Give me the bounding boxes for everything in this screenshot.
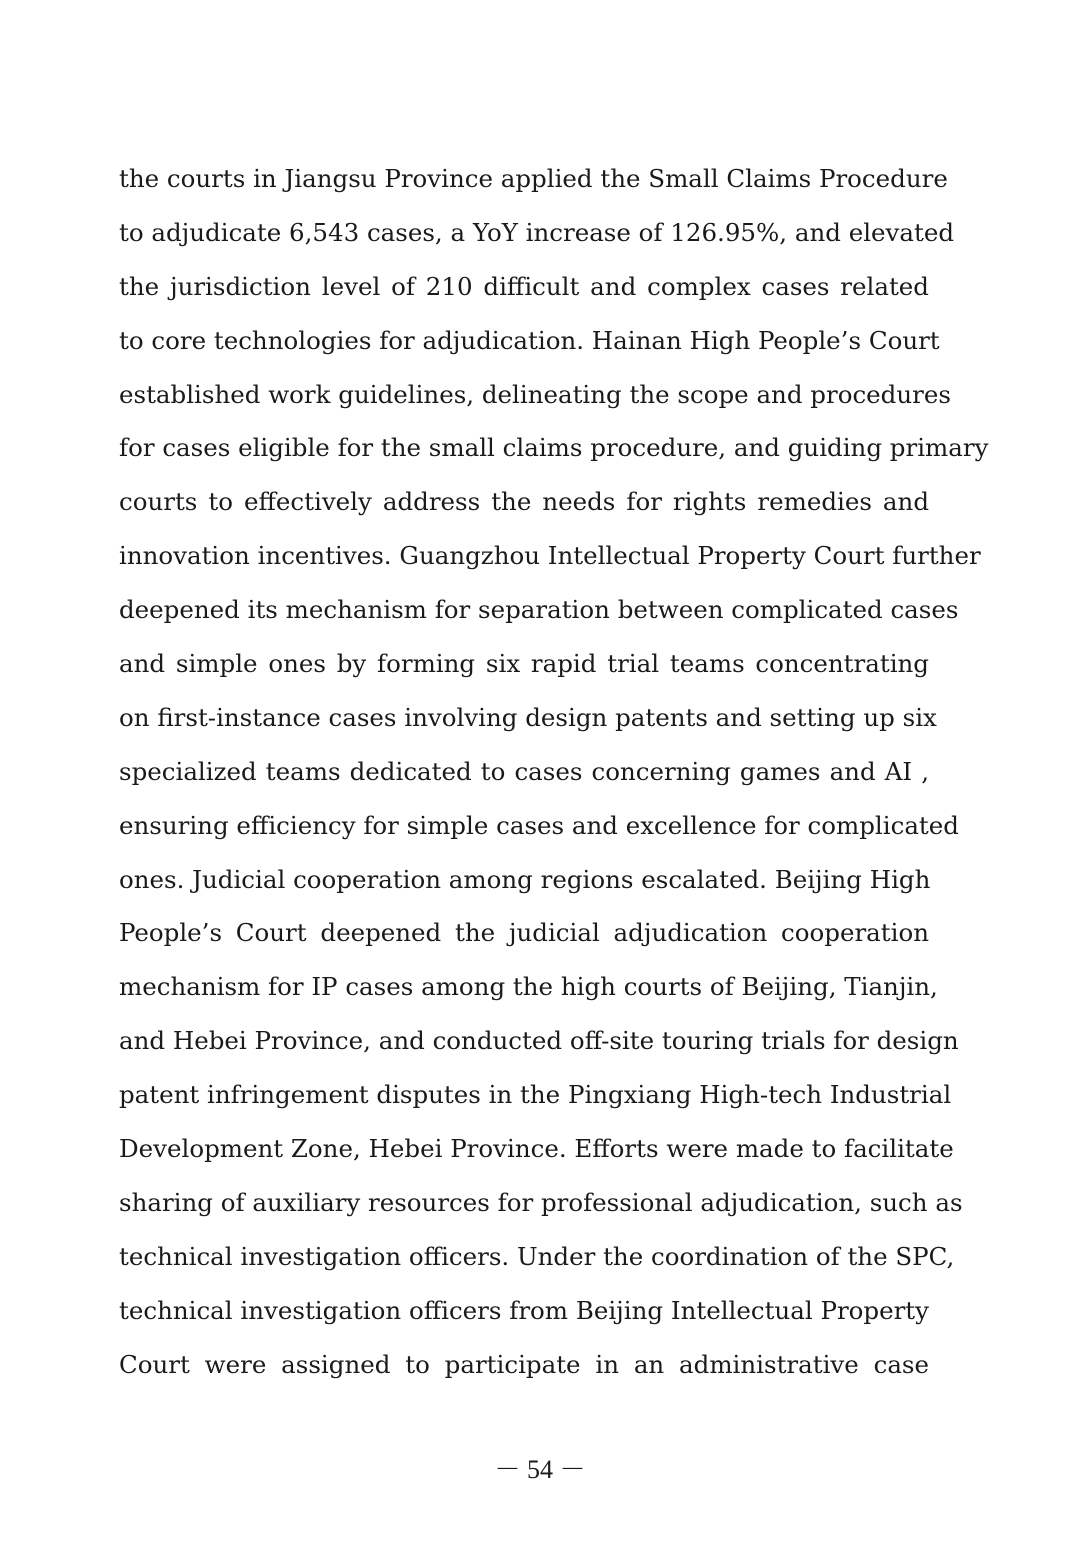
- text-line: innovation incentives. Guangzhou Intellectual Property Court further: [119, 541, 981, 571]
- text-line: Court were assigned to participate in an administrative case: [119, 1349, 929, 1379]
- text-line: established work guidelines, delineating the scope and procedures: [119, 379, 951, 409]
- page-number: － 54 －: [494, 1455, 586, 1484]
- text-line: and simple ones by forming six rapid trial teams concentrating: [119, 649, 929, 679]
- text-line: the courts in Jiangsu Province applied the Small Claims Procedure: [119, 164, 948, 193]
- text-line: ones. Judicial cooperation among regions escalated. Beijing High: [119, 864, 931, 894]
- text-line: mechanism for IP cases among the high courts of Beijing, Tianjin,: [119, 972, 938, 1002]
- text-line: to adjudicate 6,543 cases, a YoY increase of 126.95%, and elevated: [119, 217, 955, 247]
- text-line: and Hebei Province, and conducted off-site touring trials for design: [119, 1026, 959, 1056]
- text-line: technical investigation officers. Under the coordination of the SPC,: [119, 1241, 955, 1271]
- text-line: ensuring efficiency for simple cases and excellence for complicated: [119, 810, 959, 840]
- body-paragraph: [119, 152, 989, 1391]
- text-line: the jurisdiction level of 210 difficult and complex cases related: [119, 271, 929, 301]
- text-line: deepened its mechanism for separation between complicated cases: [119, 595, 959, 625]
- text-line: to core technologies for adjudication. Hainan High People’s Court: [119, 325, 940, 355]
- text-line: specialized teams dedicated to cases concerning games and AI ,: [119, 756, 929, 786]
- text-line: People’s Court deepened the judicial adjudication cooperation: [119, 918, 929, 948]
- text-line: technical investigation officers from Beijing Intellectual Property: [119, 1295, 929, 1325]
- text-line: on first-instance cases involving design patents and setting up six: [119, 702, 937, 732]
- text-line: sharing of auxiliary resources for professional adjudication, such as: [119, 1187, 963, 1217]
- text-line: for cases eligible for the small claims procedure, and guiding primary: [119, 433, 989, 463]
- text-line: Development Zone, Hebei Province. Efforts were made to facilitate: [119, 1134, 954, 1164]
- text-line: patent infringement disputes in the Pingxiang High-tech Industrial: [119, 1080, 952, 1110]
- text-line: courts to effectively address the needs for rights remedies and: [119, 487, 929, 517]
